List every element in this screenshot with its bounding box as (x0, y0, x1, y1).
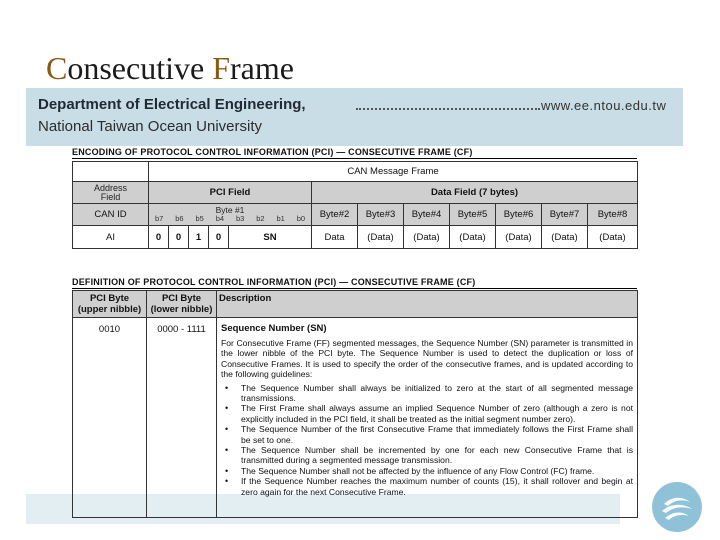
pci-bit-value: 0 (209, 226, 229, 249)
encoding-section-title: ENCODING OF PROTOCOL CONTROL INFORMATION (PCI) — CONSECUTIVE FRAME (CF) (72, 147, 473, 157)
bit-label: b0 (296, 214, 306, 223)
pci-field-header: PCI Field (149, 182, 312, 204)
can-id-header: CAN ID (73, 204, 149, 226)
title-initial-f: F (212, 50, 230, 86)
data-cell: Data (312, 226, 358, 249)
data-cell: (Data) (404, 226, 450, 249)
pci-bit-value: 1 (189, 226, 209, 249)
upper-nibble-value: 0010 (73, 318, 147, 518)
definition-section-title: DEFINITION OF PROTOCOL CONTROL INFORMATION (PCI) — CONSECUTIVE FRAME (CF) (72, 277, 476, 287)
upper-nibble-header (73, 291, 147, 318)
bit-label: b1 (276, 214, 285, 223)
list-item (221, 403, 633, 424)
slide-title (46, 50, 294, 87)
byte-header: Byte#7 (542, 204, 588, 226)
data-field-header: Data Field (7 bytes) (312, 182, 638, 204)
defn-body-row (73, 318, 638, 518)
rule-text: The Sequence Number shall not be affected by the influence of any Flow Control (FC) frame. (241, 465, 595, 476)
rule-text: The First Frame shall always assume an implied Sequence Number of zero (although a zero is not explicitly included in the PCI field, it shall be treated as the initial segment number zero). (241, 403, 633, 424)
dotted-leader (356, 108, 540, 110)
list-item (221, 466, 633, 476)
list-item (221, 476, 633, 497)
bullet-icon: • (225, 382, 229, 393)
bullet-icon: • (225, 465, 229, 476)
address-field-line2: Field (100, 191, 121, 202)
description-header: Description (217, 291, 638, 318)
enc-row-frame (73, 162, 638, 182)
byte-header: Byte#4 (404, 204, 450, 226)
definition-section-rule (72, 288, 637, 289)
bit-label: b2 (256, 214, 265, 223)
university-name: National Taiwan Ocean University (38, 118, 262, 135)
sn-title: Sequence Number (SN) (221, 323, 327, 334)
data-cell: (Data) (588, 226, 638, 249)
lower-nibble-header (147, 291, 217, 318)
bit-label: b4 (215, 214, 225, 223)
rule-text: The Sequence Number shall be incremented by one for each new Consecutive Frame that is transmitted during a segmented message transmission. (241, 445, 633, 466)
byte1-header (149, 204, 312, 226)
byte-header: Byte#3 (358, 204, 404, 226)
list-item (221, 445, 633, 466)
data-cell: (Data) (358, 226, 404, 249)
title-initial-c: C (46, 50, 68, 86)
bit-label: b7 (154, 214, 164, 223)
bit-labels (149, 214, 311, 223)
list-item (221, 383, 633, 404)
upper-nibble-header-line1: PCI Byte (89, 293, 130, 304)
enc-row-values (73, 226, 638, 249)
rule-text: The Sequence Number of the first Consecutive Frame that immediately follows the First Frame shall be set to one. (241, 424, 633, 445)
pci-bit-value: 0 (149, 226, 169, 249)
title-word-1: onsecutive (67, 50, 213, 86)
ai-cell: AI (73, 226, 149, 249)
byte-header: Byte#6 (496, 204, 542, 226)
byte-header: Byte#5 (450, 204, 496, 226)
enc-row-fields (73, 182, 638, 204)
encoding-section-rule (72, 158, 637, 159)
sn-rules-list (221, 383, 633, 497)
lower-nibble-header-line2: (lower nibble) (150, 304, 213, 315)
sn-cell: SN (229, 226, 312, 249)
byte-header: Byte#8 (588, 204, 638, 226)
ntou-wave-logo-icon (652, 482, 702, 532)
description-cell (217, 318, 638, 518)
logo-svg (652, 482, 702, 532)
definition-table (72, 290, 638, 518)
encoding-table (72, 161, 638, 249)
upper-nibble-header-line2: (upper nibble) (77, 304, 142, 315)
rule-text: The Sequence Number shall always be initialized to zero at the start of all segmented message transmissions. (241, 382, 633, 404)
website-url: www.ee.ntou.edu.tw (541, 98, 667, 113)
sn-paragraph: For Consecutive Frame (FF) segmented messages, the Sequence Number (SN) parameter is transmitted in the lower nibble of the PCI byte. The Sequence Number is used to detect the duplication or loss of Consecutive Frames. It is used to specify the order of the consecutive frames, and is updated according to the following guidelines: (221, 338, 633, 380)
lower-nibble-value: 0000 - 1111 (147, 318, 217, 518)
address-field-line1: Address (93, 182, 128, 193)
bullet-icon: • (225, 403, 229, 414)
bullet-icon: • (225, 445, 229, 456)
pci-bit-value: 0 (169, 226, 189, 249)
can-message-frame-label: CAN Message Frame (149, 162, 638, 182)
bit-label: b6 (175, 214, 184, 223)
bit-label: b5 (195, 214, 204, 223)
address-field-header (73, 182, 149, 204)
bullet-icon: • (225, 476, 229, 487)
bullet-icon: • (225, 424, 229, 435)
lower-nibble-header-line1: PCI Byte (161, 293, 202, 304)
enc-row-bytes (73, 204, 638, 226)
list-item (221, 424, 633, 445)
rule-text: If the Sequence Number reaches the maximum number of counts (15), it shall rollover and begin at zero again for the next Consecutive Frame. (241, 476, 633, 497)
defn-header-row (73, 291, 638, 318)
department-name: Department of Electrical Engineering, (38, 96, 306, 113)
data-cell: (Data) (450, 226, 496, 249)
byte1-label: Byte #1 (215, 205, 245, 215)
byte-header: Byte#2 (312, 204, 358, 226)
data-cell: (Data) (496, 226, 542, 249)
data-cell: (Data) (542, 226, 588, 249)
bit-label: b3 (235, 214, 245, 223)
title-word-2: rame (229, 50, 294, 86)
